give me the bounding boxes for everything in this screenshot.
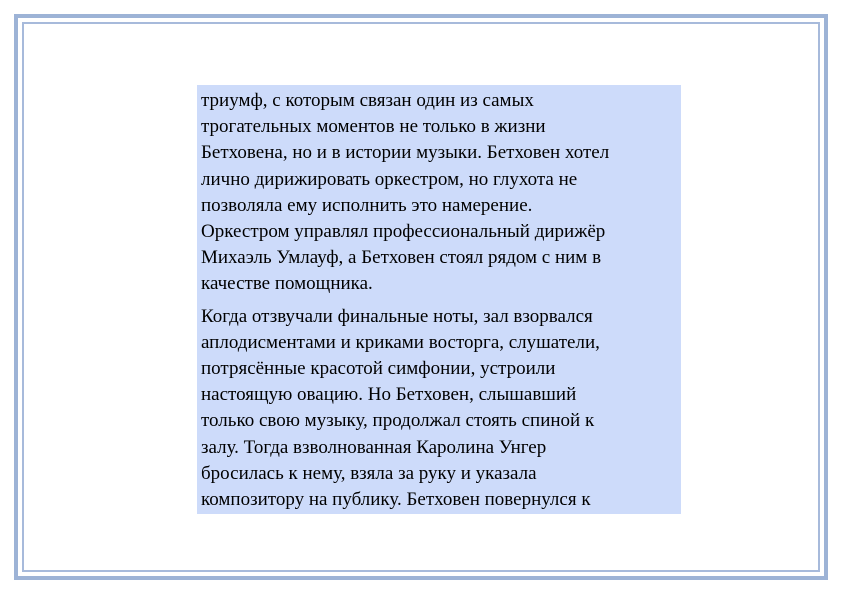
text-block [197, 85, 681, 514]
paragraph-1: триумф, с которым связан один из самых трогательных моментов не только в жизни Бетховена, но и в истории музыки. Бетховен хотел лично дирижировать оркестром, но глухота не позволяла ему исполнить это намерение. Оркестром управлял профессиональный дирижёр Михаэль Умлауф, а Бетховен стоял рядом с ним в качестве помощника. [201, 90, 610, 295]
paragraph-2: Когда отзвучали финальные ноты, зал взорвался аплодисментами и криками восторга, слушатели, потрясённые красотой симфонии, устроили настоящую овацию. Но Бетховен, слышавший только свою музыку, продолжал стоять спиной к залу. Тогда взволнованная Каролина Унгер бросилась к нему, взяла за руку и указала композитору на публику. Бетховен повернулся к [201, 305, 600, 511]
